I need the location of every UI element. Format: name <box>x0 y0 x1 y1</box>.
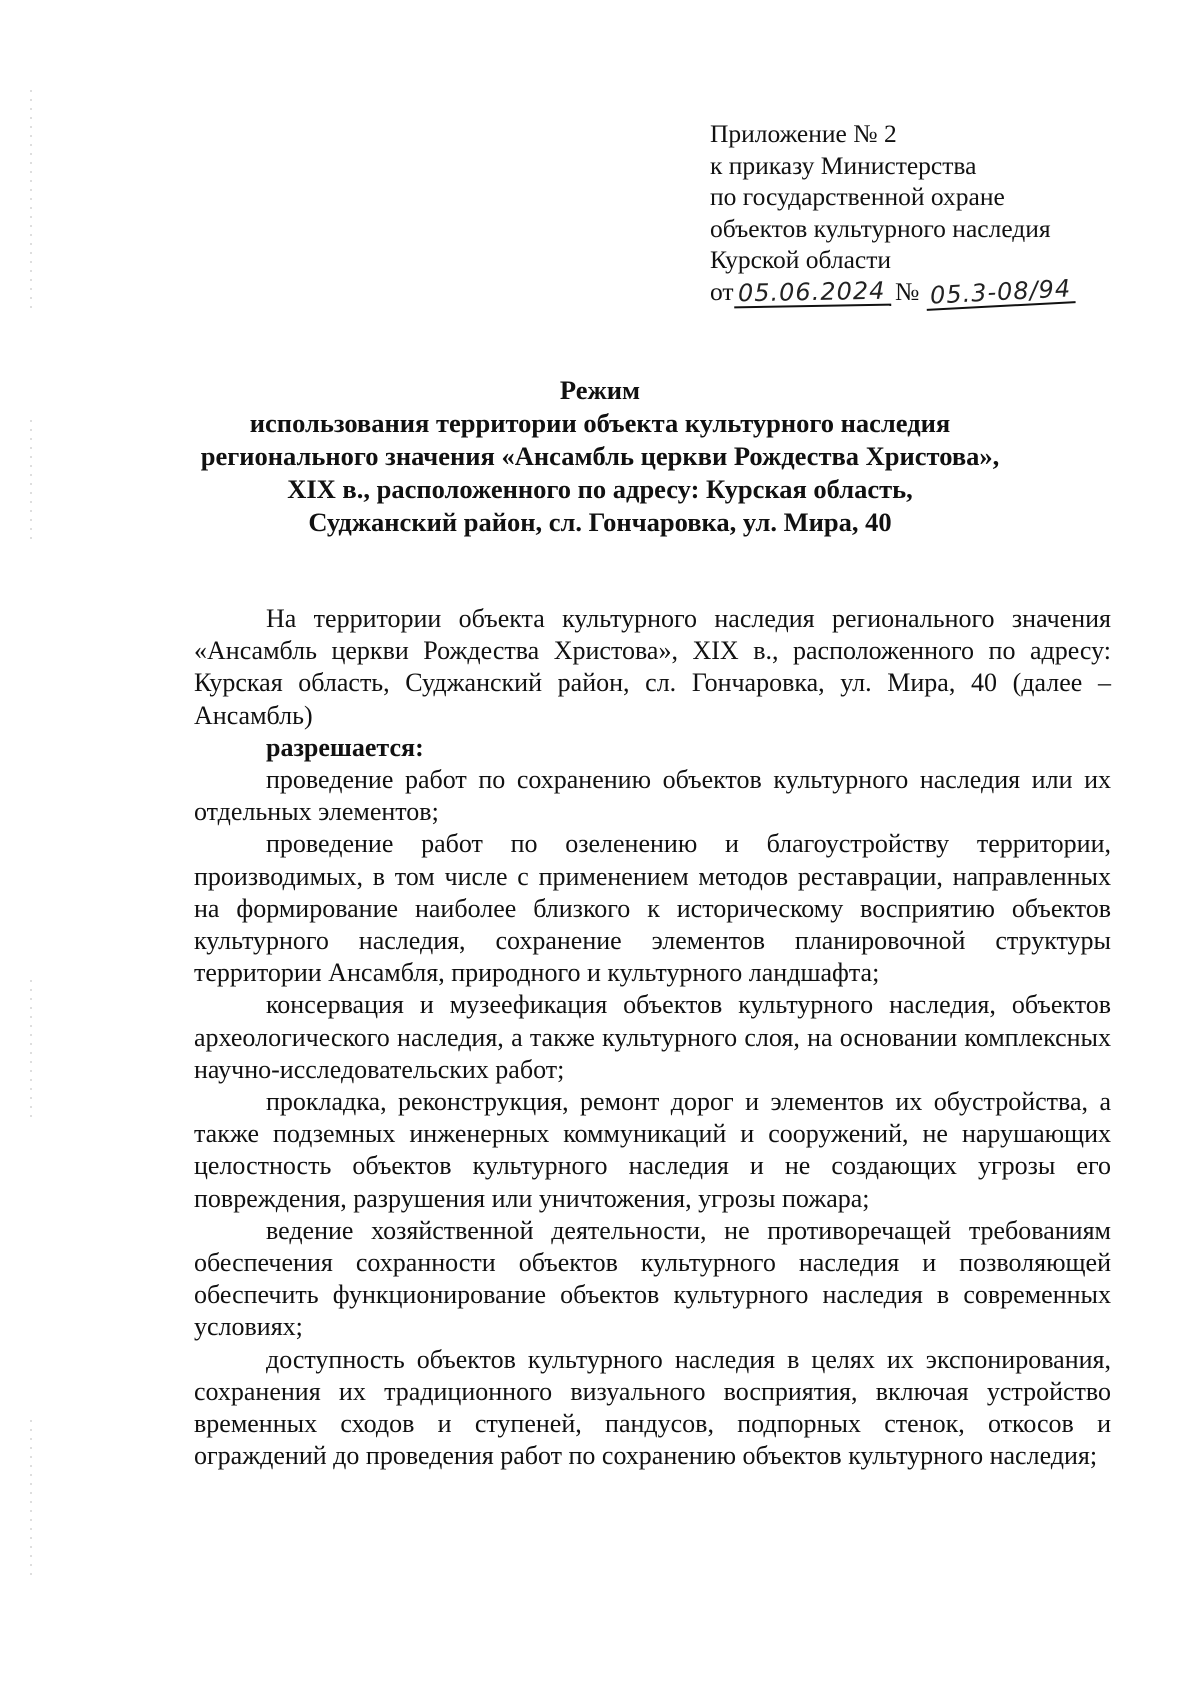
appendix-line: Курской области <box>710 245 892 274</box>
allowed-item: доступность объектов культурного наследия в целях их экспонирования, сохранения их традиционного визуального восприятия, включая устройство временных сходов и ступеней, пандусов, подпорных стенок, откосов и ограждений до проведения работ по сохранению объектов культурного наследия; <box>194 1344 1111 1471</box>
number-sign: № <box>894 276 920 306</box>
intro-paragraph: На территории объекта культурного наследия регионального значения «Ансамбль церкви Рождества Христова», XIX в., расположенного по адресу: Курская область, Суджанский район, сл. Гончаровка, ул. Мира, 40 (далее – Ансамбль) <box>194 604 1111 730</box>
allowed-item: проведение работ по сохранению объектов культурного наследия или их отдельных элементов; <box>194 765 1111 827</box>
scan-artifact <box>30 980 32 1120</box>
title-line: Режим <box>559 375 641 405</box>
order-date-handwritten: 05.06.2024 <box>733 277 891 308</box>
title-line: использования территории объекта культурного наследия <box>249 408 951 438</box>
order-number-handwritten: 05.3-08/94 <box>925 275 1076 311</box>
order-prefix: от <box>710 276 734 306</box>
title-line: регионального значения «Ансамбль церкви Рождества Христова», <box>200 441 1000 471</box>
appendix-line: к приказу Министерства <box>710 150 977 180</box>
scan-artifact <box>30 90 32 310</box>
order-reference <box>710 273 1150 310</box>
allowed-item: проведение работ по озеленению и благоустройству территории, производимых, в том числе с применением методов реставрации, направленных на формирование наиболее близкого к историческому восприятию объектов культурного наследия, сохранение элементов планировочной структуры территории Ансамбля, природного и культурного ландшафта; <box>194 829 1111 988</box>
scan-artifact <box>30 1420 32 1580</box>
document-title <box>120 374 1080 539</box>
document-body <box>194 603 1111 1472</box>
allowed-item: прокладка, реконструкция, ремонт дорог и элементов их обустройства, а также подземных инженерных коммуникаций и сооружений, не нарушающих целостность объектов культурного наследия и не создающих угрозы его повреждения, разрушения или уничтожения, угрозы пожара; <box>194 1087 1111 1213</box>
allowed-item: ведение хозяйственной деятельности, не противоречащей требованиям обеспечения сохранности объектов культурного наследия и позволяющей обеспечить функционирование объектов культурного наследия в современных условиях; <box>194 1215 1111 1342</box>
appendix-header <box>710 118 1150 310</box>
appendix-line: объектов культурного наследия <box>710 213 1051 243</box>
allowed-item: консервация и музеефикация объектов культурного наследия, объектов археологического наследия, а также культурного слоя, на основании комплексных научно-исследовательских работ; <box>194 990 1111 1084</box>
appendix-line: по государственной охране <box>710 182 1005 211</box>
scan-artifact <box>30 420 32 540</box>
title-line: Суджанский район, сл. Гончаровка, ул. Мира, 40 <box>308 507 892 537</box>
allowed-label: разрешается: <box>266 732 424 762</box>
appendix-line: Приложение № 2 <box>710 119 897 148</box>
title-line: XIX в., расположенного по адресу: Курская область, <box>287 474 913 504</box>
